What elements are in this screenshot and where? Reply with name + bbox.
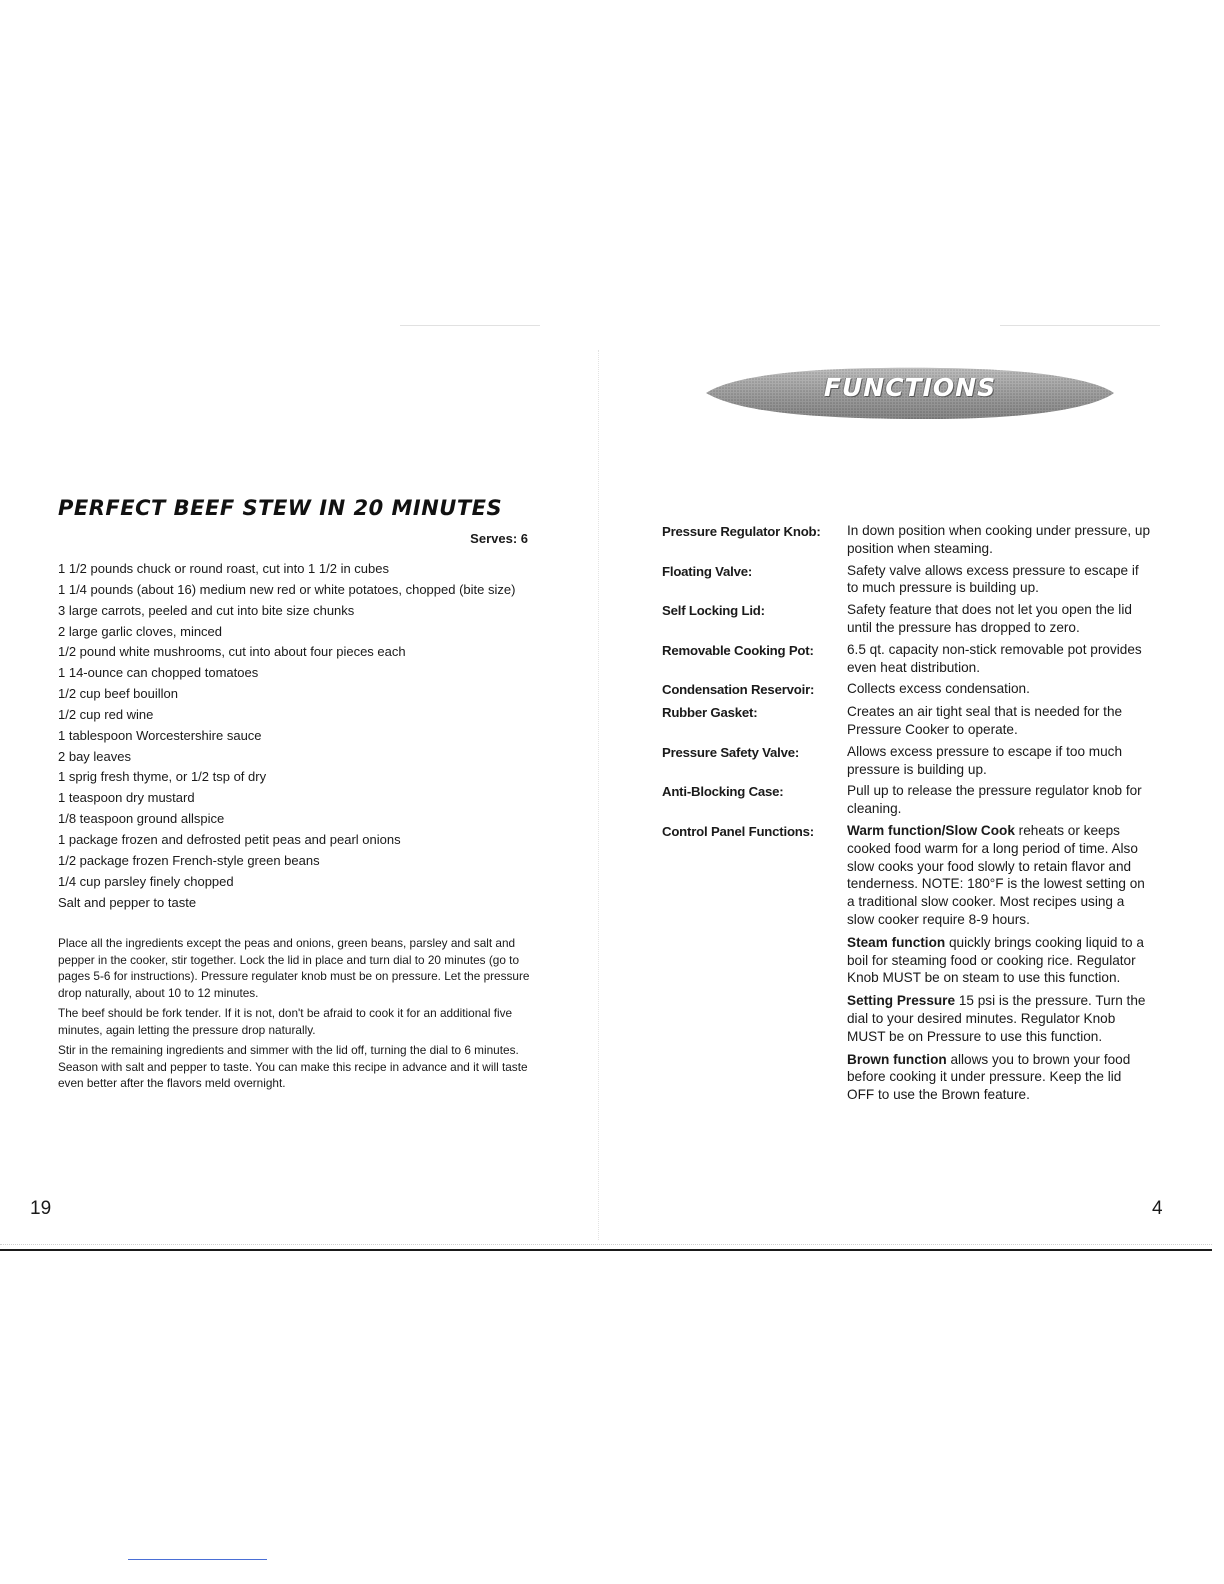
function-row	[662, 703, 1152, 739]
ingredient-item: 1/4 cup parsley finely chopped	[58, 873, 234, 889]
control-item-name: Brown function	[847, 1051, 947, 1067]
ingredient-item: 1/2 cup red wine	[58, 706, 154, 722]
control-item-text: allows you to brown your food before cooking it under pressure. Keep the lid OFF to use the Brown feature.	[847, 1051, 1131, 1103]
recipe-method	[58, 935, 534, 1096]
serves-label: Serves: 6	[470, 531, 528, 546]
control-item-name: Steam function	[847, 934, 946, 950]
ingredient-item: 1/2 cup beef bouillon	[58, 686, 178, 702]
function-term: Pressure Safety Valve:	[662, 744, 800, 760]
control-item	[847, 992, 1152, 1045]
control-item-text: quickly brings cooking liquid to a boil for steaming food or cooking rice. Regulator Knob MUST be on steam to use this function.	[847, 934, 1144, 986]
function-row	[662, 601, 1152, 637]
control-item-text: 15 psi is the pressure. Turn the dial to your desired minutes. Regulator Knob MUST be on Pressure to use this function.	[847, 993, 1146, 1044]
control-panel-row	[662, 822, 1152, 1109]
ingredient-item: 2 bay leaves	[58, 748, 131, 764]
ingredient-item: 1 sprig fresh thyme, or 1/2 tsp of dry	[58, 769, 267, 785]
control-panel-description	[847, 822, 1152, 1109]
control-item-name: Warm function/Slow Cook	[847, 822, 1015, 838]
page-number-left: 19	[30, 1198, 52, 1219]
ingredient-item: 1 package frozen and defrosted petit peas and pearl onions	[58, 831, 401, 847]
control-item-name: Setting Pressure	[847, 993, 956, 1009]
bottom-rule	[0, 1249, 1212, 1251]
ingredient-item: Salt and pepper to taste	[58, 894, 197, 910]
control-item-text: reheats or keeps cooked food warm for a long period of time. Also slow cooks your food slowly to retain flavor and tenderness. NOTE: 180°F is the lowest setting on a traditional slow cooker. Most recipes using a slow cooker require 8-9 hours.	[847, 822, 1145, 927]
ingredient-item: 1 1/4 pounds (about 16) medium new red or white potatoes, chopped (bite size)	[58, 581, 516, 597]
function-description: 6.5 qt. capacity non-stick removable pot provides even heat distribution.	[847, 641, 1142, 675]
function-row	[662, 641, 1152, 677]
function-term: Pressure Regulator Knob:	[662, 524, 821, 539]
ingredient-item: 1 14-ounce can chopped tomatoes	[58, 665, 259, 681]
function-row	[662, 743, 1152, 779]
function-description: Safety valve allows excess pressure to escape if to much pressure is building up.	[847, 562, 1139, 596]
function-description: Collects excess condensation.	[847, 681, 1030, 697]
ingredient-item: 1 1/2 pounds chuck or round roast, cut into 1 1/2 in cubes	[58, 561, 389, 576]
scan-artifact	[1000, 325, 1160, 326]
functions-banner	[704, 363, 1116, 423]
function-row	[662, 680, 1152, 699]
banner-title: FUNCTIONS	[823, 373, 997, 402]
ingredient-item: 1/8 teaspoon ground allspice	[58, 811, 225, 827]
function-term: Control Panel Functions:	[662, 823, 814, 839]
function-term: Rubber Gasket:	[662, 705, 758, 721]
method-paragraph: Place all the ingredients except the peas and onions, green beans, parsley and salt and pepper in the cooker, stir together. Lock the lid in place and turn dial to 20 minutes (go to pages 5-6 for instructions). Pressure regulater knob must be on pressure. Let the pressure drop naturally, about 10 to 12 minutes.	[58, 936, 530, 1000]
function-row	[662, 522, 1152, 558]
function-term: Condensation Reservoir:	[662, 682, 815, 698]
ingredient-item: 3 large carrots, peeled and cut into bite size chunks	[58, 602, 355, 618]
scan-artifact	[0, 1244, 1212, 1246]
ingredient-item: 2 large garlic cloves, minced	[58, 623, 223, 639]
function-description: Creates an air tight seal that is needed for the Pressure Cooker to operate.	[847, 704, 1123, 737]
function-term: Removable Cooking Pot:	[662, 642, 814, 658]
page-gutter	[598, 350, 600, 1240]
page-number-right: 4	[1152, 1198, 1163, 1219]
control-item	[847, 822, 1152, 929]
function-description: Safety feature that does not let you open the lid until the pressure has dropped to zero.	[847, 602, 1132, 635]
function-description: Pull up to release the pressure regulator knob for cleaning.	[847, 783, 1142, 817]
ingredient-item: 1/2 package frozen French-style green beans	[58, 852, 320, 868]
function-row	[662, 562, 1152, 598]
method-paragraph: Stir in the remaining ingredients and simmer with the lid off, turning the dial to 6 minutes. Season with salt and pepper to taste. You can make this recipe in advance and it will taste even better after the flavors meld overnight.	[58, 1043, 528, 1090]
function-term: Floating Valve:	[662, 563, 753, 579]
function-row	[662, 782, 1152, 818]
function-description: In down position when cooking under pressure, up position when steaming.	[847, 523, 1151, 556]
function-term: Self Locking Lid:	[662, 603, 765, 619]
control-item	[847, 1051, 1152, 1104]
ingredient-item: 1/2 pound white mushrooms, cut into about four pieces each	[58, 644, 406, 660]
ingredient-item: 1 teaspoon dry mustard	[58, 790, 195, 806]
function-term: Anti-Blocking Case:	[662, 784, 784, 800]
ingredient-list	[58, 559, 578, 913]
control-item	[847, 934, 1152, 987]
functions-list	[662, 522, 1152, 1113]
method-paragraph: The beef should be fork tender. If it is not, don't be afraid to cook it for an additional five minutes, again letting the pressure drop naturally.	[58, 1006, 513, 1037]
function-description: Allows excess pressure to escape if too much pressure is building up.	[847, 743, 1123, 777]
ingredient-item: 1 tablespoon Worcestershire sauce	[58, 727, 262, 743]
blue-underline	[128, 1559, 267, 1560]
scan-artifact	[400, 325, 540, 326]
recipe-title: PERFECT BEEF STEW IN 20 MINUTES	[58, 496, 503, 520]
